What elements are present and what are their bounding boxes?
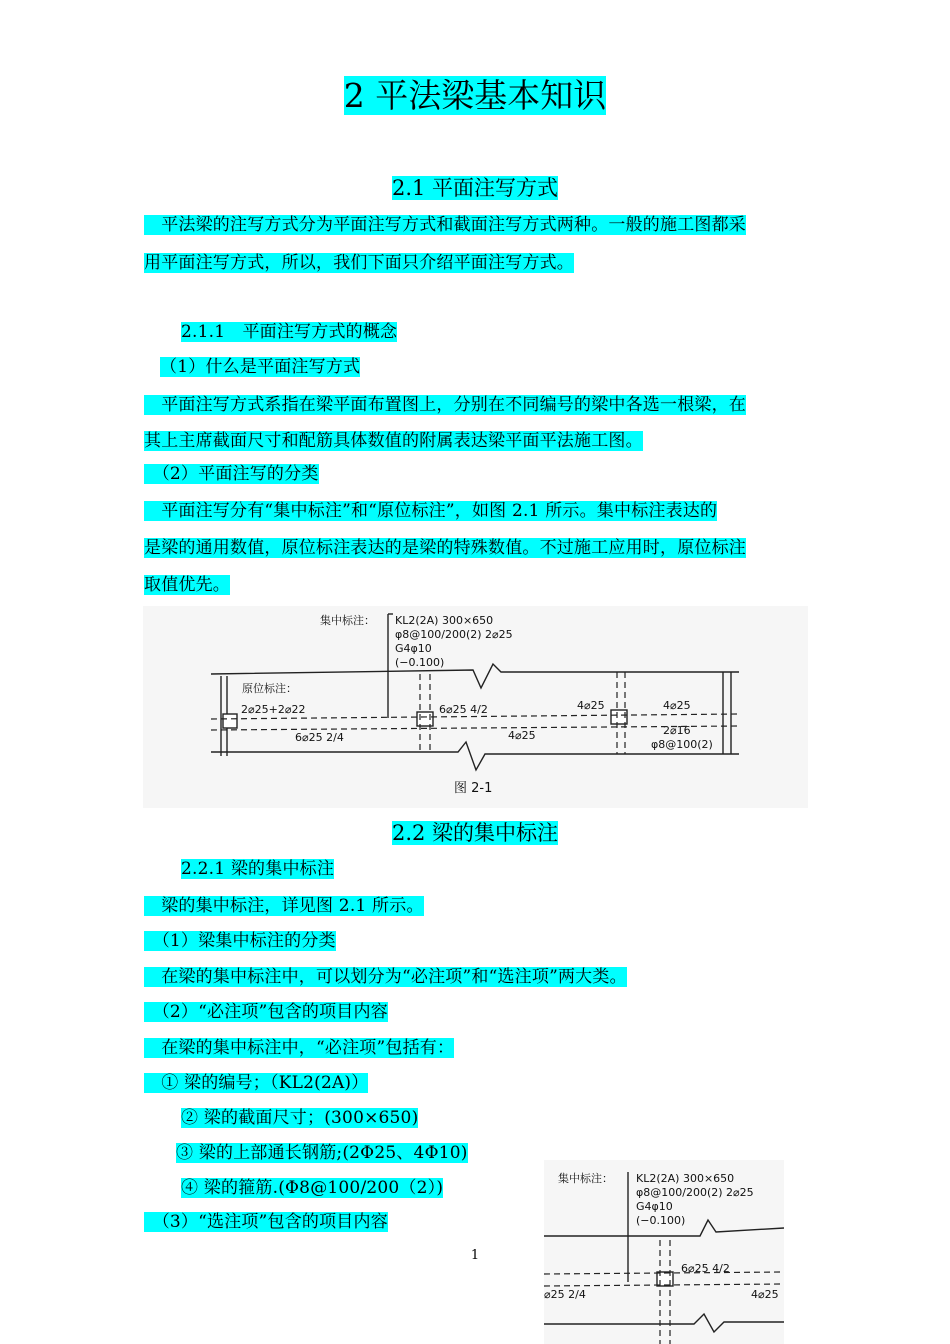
small-figure-r2: ⌀25 2/4 [544, 1288, 586, 1301]
list-item-1: ① 梁的编号；（KL2(2A)） [144, 1073, 369, 1093]
paragraph-intro-line2: 用平面注写方式，所以，我们下面只介绍平面注写方式。 [144, 253, 574, 273]
figure-yw8: φ8@100(2) [651, 738, 713, 751]
question-heading-jizhong-2: （2）“必注项”包含的项目内容 [144, 1002, 388, 1022]
subsection-heading-2-1-1: 2.1.1 平面注写方式的概念 [181, 322, 398, 342]
small-figure-line3: G4φ10 [636, 1200, 673, 1213]
beam-figure-2-1 [143, 606, 808, 808]
section-heading-2-1: 2.1 平面注写方式 [391, 176, 559, 200]
figure-jizhong-label: 集中标注： [320, 614, 375, 627]
subsection-heading-2-2-1: 2.2.1 梁的集中标注 [181, 859, 335, 879]
figure-jz-line2: φ8@100/200(2) 2⌀25 [395, 628, 513, 641]
figure-jz-line4: (−0.100) [395, 656, 445, 669]
small-figure-r1: 6⌀25 4/2 [681, 1262, 730, 1275]
paragraph-bizhu-items: 在梁的集中标注中，“必注项”包括有： [144, 1038, 455, 1058]
paragraph-classification-line3: 取值优先。 [144, 575, 230, 595]
small-figure-line1: KL2(2A) 300×650 [636, 1172, 735, 1185]
paragraph-intro-line1: 平法梁的注写方式分为平面注写方式和截面注写方式两种。一般的施工图都采 [144, 215, 746, 235]
page-number: 1 [470, 1248, 480, 1263]
question-heading-2: （2）平面注写的分类 [144, 464, 319, 484]
figure-yw1: 2⌀25+2⌀22 [241, 703, 306, 716]
paragraph-bizhu-xuanzhu: 在梁的集中标注中，可以划分为“必注项”和“选注项”两大类。 [144, 967, 627, 987]
list-item-4: ④ 梁的箍筋.(Φ8@100/200（2）) [181, 1178, 444, 1198]
figure-yw6: 4⌀25 [508, 729, 536, 742]
paragraph-jizhong-ref: 梁的集中标注，详见图 2.1 所示。 [144, 896, 424, 916]
figure-jz-line3: G4φ10 [395, 642, 432, 655]
figure-yw5: 6⌀25 2/4 [295, 731, 344, 744]
section-heading-2-2: 2.2 梁的集中标注 [391, 821, 559, 845]
figure-yw3: 4⌀25 [577, 699, 605, 712]
question-heading-jizhong-1: （1）梁集中标注的分类 [144, 931, 336, 951]
figure-jz-line1: KL2(2A) 300×650 [395, 614, 494, 627]
paragraph-classification-line2: 是梁的通用数值，原位标注表达的是梁的特殊数值。不过施工应用时，原位标注 [144, 538, 746, 558]
paragraph-definition-line1: 平面注写方式系指在梁平面布置图上，分别在不同编号的梁中各选一根梁，在 [144, 395, 746, 415]
question-heading-1: （1）什么是平面注写方式 [160, 357, 361, 377]
list-item-2: ② 梁的截面尺寸；(300×650) [181, 1108, 419, 1128]
small-figure-line2: φ8@100/200(2) 2⌀25 [636, 1186, 754, 1199]
paragraph-definition-line2: 其上主席截面尺寸和配筋具体数值的附属表达梁平面平法施工图。 [144, 431, 643, 451]
paragraph-classification-line1: 平面注写分有“集中标注”和“原位标注”，如图 2.1 所示。集中标注表达的 [144, 501, 718, 521]
figure-yuanwei-label: 原位标注： [242, 682, 297, 695]
figure-yw4: 4⌀25 [663, 699, 691, 712]
figure-yw7: 2⌀16 [663, 724, 691, 737]
question-heading-jizhong-3: （3）“选注项”包含的项目内容 [144, 1212, 388, 1232]
small-figure-r3: 4⌀25 [751, 1288, 779, 1301]
page-title: 2 平法梁基本知识 [343, 76, 607, 115]
figure-yw2: 6⌀25 4/2 [439, 703, 488, 716]
list-item-3: ③ 梁的上部通长钢筋;(2Φ25、4Φ10) [176, 1143, 468, 1163]
small-figure-jizhong-label: 集中标注： [558, 1172, 613, 1185]
small-figure-line4: (−0.100) [636, 1214, 686, 1227]
figure-caption: 图 2-1 [454, 781, 493, 796]
